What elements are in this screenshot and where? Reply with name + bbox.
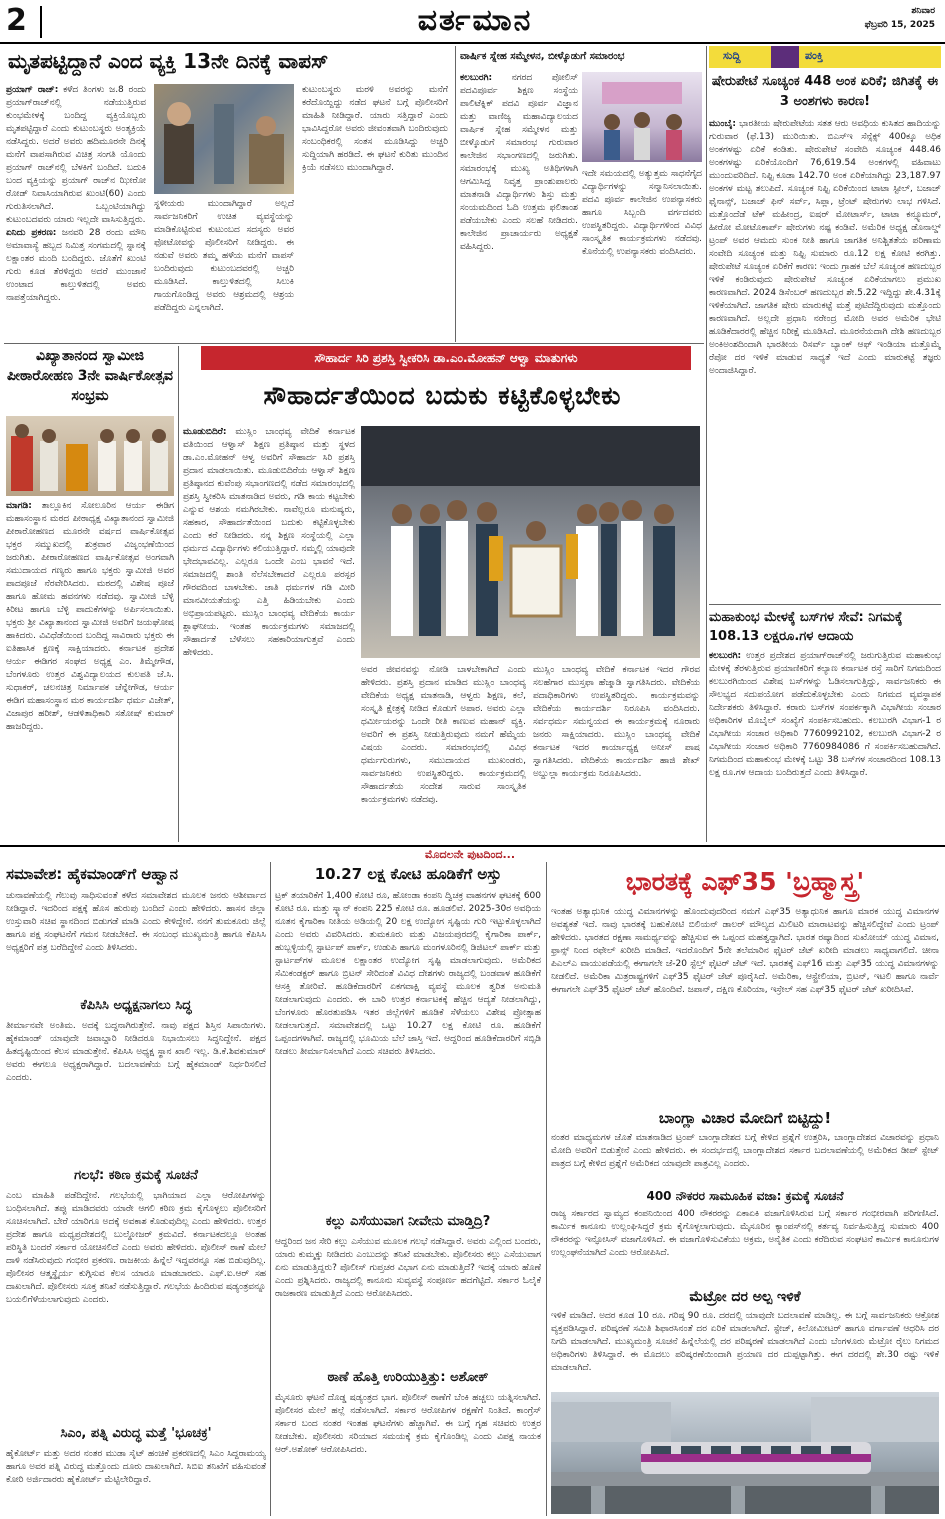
page-number: 2 xyxy=(6,3,27,38)
dateline: ಮೂಡುಬಿದಿರೆ: xyxy=(183,427,227,437)
news-photo xyxy=(154,84,294,194)
story-returned-man xyxy=(4,46,452,342)
dateline: ಕಲಬುರಗಿ: xyxy=(460,73,493,83)
continued-label: ಮೊದಲನೇ ಪುಟದಿಂದ... xyxy=(424,848,516,861)
issue-day: ಶನಿವಾರ xyxy=(911,6,935,16)
story-body: ಚುನಾವಣೆಯಲ್ಲಿ ಗೆಲುವು ಸಾಧಿಸುವಂತೆ ಕಳೆದ ಸಮಾವೇಶದ ಮೂಲಕ ಜನರು ಆಶೀರ್ವಾದ ನೀಡಿದ್ದಾರೆ. ಇದರಿಂದ ಪಕ್ಷಕ್ಕೆ ಹೊಸ ಹುರುಪು ಬಂದಿದೆ ಎಂದು ಹೇಳಿದರು. ಹಾಸನ ಜಿಲ್ಲಾ ಉಸ್ತುವಾರಿ ಸಚಿವ ಸ್ಥಾನದಿಂದ ಬಿಡುಗಡೆ ಮಾಡಿ ಎಂದು ಕೇಳಿದ್ದೇನೆ. ನನಗೆ ತುಮಕೂರು ಜಿಲ್ಲೆ ಹಾಗೂ ಪಕ್ಷ ಸಂಘಟನೆಗೆ ಗಮನ ನೀಡಬೇಕಿದೆ. ಈ ಸಂಬಂಧ ಮುಖ್ಯಮಂತ್ರಿ ಹಾಗೂ ಕೆಪಿಸಿಸಿ ಅಧ್ಯಕ್ಷರಿಗೆ ಪತ್ರ ಬರೆದಿದ್ದೇನೆ ಎಂದು ತಿಳಿಸಿದರು. xyxy=(6,891,266,953)
subheadline: ಸಿಎಂ, ಪತ್ನಿ ವಿರುದ್ಧ ಮತ್ತೆ 'ಭೂಚಕ್ರ' xyxy=(60,1426,212,1441)
subheadline: 400 ನೌಕರರ ಸಾಮೂಹಿಕ ವಜಾ: ಕ್ರಮಕ್ಕೆ ಸೂಚನೆ xyxy=(646,1189,844,1203)
subhead: ಏನಿದು ಪ್ರಕರಣ: xyxy=(6,228,57,238)
subheadline: ಬಾಂಗ್ಲಾ ವಿಚಾರ ಮೋದಿಗೆ ಬಿಟ್ಟಿದ್ದು! xyxy=(658,1109,832,1127)
story-f35 xyxy=(549,862,941,1516)
story-body: ಅವರ ಜೀವನವನ್ನು ನೋಡಿ ಬಾಳಬೇಕಾಗಿದೆ ಎಂದು ಹೇಳಿದರು. ಪ್ರಶಸ್ತಿ ಪ್ರದಾನ ಮಾಡಿದ ಮುಸ್ಲಿಂ ಬಾಂಧವ್ಯ ವೇದಿಕೆಯ ಅಧ್ಯಕ್ಷ ಮಾತನಾಡಿ, ಆಳ್ವರು ಶಿಕ್ಷಣ, ಕಲೆ, ಸಂಸ್ಕೃತಿ ಕ್ಷೇತ್ರಕ್ಕೆ ನೀಡಿದ ಕೊಡುಗೆ ಅಪಾರ. ಅವರು ಎಲ್ಲಾ ಧರ್ಮೀಯರನ್ನು ಒಂದೇ ರೀತಿ ಕಾಣುವ ಮಹಾನ್ ವ್ಯಕ್ತಿ. ಅವರಿಗೆ ಈ ಪ್ರಶಸ್ತಿ ನೀಡುತ್ತಿರುವುದು ನಮಗೆ ಹೆಮ್ಮೆಯ ವಿಷಯ ಎಂದರು. ಸಮಾರಂಭದಲ್ಲಿ ವಿವಿಧ ಧರ್ಮಗುರುಗಳು, ಸಮುದಾಯದ ಮುಖಂಡರು, ಸಾರ್ವಜನಿಕರು ಉಪಸ್ಥಿತರಿದ್ದರು. ಕಾರ್ಯಕ್ರಮದಲ್ಲಿ ಸೌಹಾರ್ದತೆಯ ಸಂದೇಶ ಸಾರುವ ಸಾಂಸ್ಕೃತಿಕ ಕಾರ್ಯಕ್ರಮಗಳು ನಡೆದವು. xyxy=(361,665,526,805)
story-body: ಉತ್ತರ ಪ್ರದೇಶದ ಪ್ರಯಾಗ್‌ರಾಜ್‌ನಲ್ಲಿ ಜರುಗುತ್ತಿರುವ ಮಹಾಕುಂಭ ಮೇಳಕ್ಕೆ ತೆರಳುತ್ತಿರುವ ಪ್ರಯಾಣಿಕರಿಗೆ ಕಲ್ಯಾಣ ಕರ್ನಾಟಕ ರಸ್ತೆ ಸಾರಿಗೆ ನಿಗಮದಿಂದ ಕಲಬುರಗಿಯಿಂದ ವಿಶೇಷ ಬಸ್‌ಗಳನ್ನು ಓಡಿಸಲಾಗುತ್ತಿದ್ದು, ಸಾರ್ವಜನಿಕರು ಈ ಸೌಲಭ್ಯದ ಸದುಪಯೋಗ ಪಡೆದುಕೊಳ್ಳಬೇಕು ಎಂದು ನಿಗಮದ ವ್ಯವಸ್ಥಾಪಕ ನಿರ್ದೇಶಕರು ತಿಳಿಸಿದ್ದಾರೆ. ಕರಾರು ಬಸ್‌ಗಳ ಸಂಪರ್ಕಕ್ಕಾಗಿ ವಿಭಾಗೀಯ ಸಂಚಾರ ಅಧಿಕಾರಿಗಳ ಮೊಬೈಲ್ ಸಂಖ್ಯೆಗೆ ಸಂಪರ್ಕಿಸಬಹುದು. ಕಲಬುರಗಿ ವಿಭಾಗ-1 ರ ವಿಭಾಗೀಯ ಸಂಚಾರ ಅಧಿಕಾರಿ 7760992102, ಕಲಬುರಗಿ ವಿಭಾಗ-2 ರ ವಿಭಾಗೀಯ ಸಂಚಾರ ಅಧಿಕಾರಿ 7760984086 ಗೆ ಸಂಪರ್ಕಿಸಬಹುದಾಗಿದೆ. ನಿಗಮದಿಂದ ಮಹಾಕುಂಭ ಮೇಳಕ್ಕೆ ಒಟ್ಟು 38 ಬಸ್‌ಗಳ ಸಂಚಾರದಿಂದ 108.13 ಲಕ್ಷ ರೂ.ಗಳ ಆದಾಯ ಬಂದಿರುತ್ತದೆ ಎಂದು ತಿಳಿಸಿದ್ದಾರೆ. xyxy=(709,651,941,778)
headline: ಮೃತಪಟ್ಟಿದ್ದಾನೆ ಎಂದ ವ್ಯಕ್ತಿ 13ನೇ ದಿನಕ್ಕೆ ವಾಪಸ್ xyxy=(8,49,329,73)
subheadline: ಠಾಣೆ ಹೊತ್ತಿ ಉರಿಯುತ್ತಿತ್ತು: ಅಶೋಕ್ xyxy=(327,1370,489,1385)
subheadline: ಕಲ್ಲು ಎಸೆಯುವಾಗ ನೀವೇನು ಮಾಡ್ತಿದ್ರಿ? xyxy=(325,1214,491,1229)
story-body: ಆದ್ದರಿಂದ ಜನ ಸೇರಿ ಕಲ್ಲು ಎಸೆಯುವ ಮೂಲಕ ಗಲಭೆ ನಡೆಸಿದ್ದಾರೆ. ಅವರು ಎಲ್ಲಿಂದ ಬಂದರು, ಯಾರು ಕುಮ್ಮಕ್ಕು ನೀಡಿದರು ಎಂಬುದನ್ನು ತನಿಖೆ ಮಾಡಬೇಕು. ಪೊಲೀಸರು ಕಲ್ಲು ಎಸೆಯುವಾಗ ಏನು ಮಾಡುತ್ತಿದ್ದರು? ಪೊಲೀಸ್ ಗುಪ್ತಚರ ವಿಭಾಗ ಏನು ಮಾಡುತ್ತಿದೆ? ಇದಕ್ಕೆ ಯಾರು ಹೊಣೆ ಎಂದು ಪ್ರಶ್ನಿಸಿದರು. ರಾಜ್ಯದಲ್ಲಿ ಕಾನೂನು ಸುವ್ಯವಸ್ಥೆ ಸಂಪೂರ್ಣ ಹದಗೆಟ್ಟಿದೆ. ಸರ್ಕಾರ ಓಲೈಕೆ ರಾಜಕಾರಣ ಮಾಡುತ್ತಿದೆ ಎಂದು ಆರೋಪಿಸಿದರು. xyxy=(275,1237,541,1299)
event-photo xyxy=(6,416,174,496)
story-body: ಮುಸ್ಲಿಂ ಬಾಂಧವ್ಯ ವೇದಿಕೆ ಕರ್ನಾಟಕ ಇದರ ಗೌರವ ಸಲಹೆಗಾರ ಮುಸ್ತಫಾ ಹೆಜ್ಮಾಡಿ ಸ್ವಾಗತಿಸಿದರು. ವೇದಿಕೆಯ ಪದಾಧಿಕಾರಿಗಳು ಉಪಸ್ಥಿತರಿದ್ದರು. ಕಾರ್ಯಕ್ರಮವನ್ನು ವೇದಿಕೆಯ ಕಾರ್ಯದರ್ಶಿ ನಿರೂಪಿಸಿ ವಂದಿಸಿದರು. ಸರ್ವಧರ್ಮ ಸಮನ್ವಯದ ಈ ಕಾರ್ಯಕ್ರಮಕ್ಕೆ ನೂರಾರು ಜನರು ಸಾಕ್ಷಿಯಾದರು. ಮುಸ್ಲಿಂ ಬಾಂಧವ್ಯ ವೇದಿಕೆ ಕರ್ನಾಟಕ ಇದರ ಕಾರ್ಯಾಧ್ಯಕ್ಷ ಅನೀಸ್ ಪಾಷ ಸ್ವಾಗತಿಸಿದರು. ವೇದಿಕೆಯ ಕಾರ್ಯದರ್ಶಿ ಹಾಜಿ ಶೇಖ್ ಅಬ್ದುಲ್ಲಾ ಕಾರ್ಯಕ್ರಮ ನಿರೂಪಿಸಿದರು. xyxy=(533,665,700,779)
section-tag: ಸುದ್ದಿ xyxy=(723,49,741,62)
story-body: ಇಳಿಕೆ ಮಾಡಿದೆ. ಅದರ ಕೂಡ 10 ರೂ. ಗರಿಷ್ಠ 90 ರೂ. ದರದಲ್ಲಿ ಯಾವುದೇ ಬದಲಾವಣೆ ಮಾಡಿಲ್ಲ. ಈ ಬಗ್ಗೆ ಸಾರ್ವಜನಿಕರು ಆಕ್ರೋಶ ವ್ಯಕ್ತಪಡಿಸಿದ್ದಾರೆ. ಪರಿಷ್ಕರಣೆ ಸಮಿತಿ ಶಿಫಾರಸಿನಂತೆ ದರ ಏರಿಕೆ ಮಾಡಲಾಗಿದೆ. ಸ್ಟೇಜ್, ಕಿಲೋಮೀಟರ್ ಹಾಗೂ ವರ್ಗಾವಣೆ ಆಧರಿಸಿ ದರ ನಿಗದಿ ಮಾಡಲಾಗಿದೆ. ಮುಖ್ಯಮಂತ್ರಿ ಸೂಚನೆ ಹಿನ್ನೆಲೆಯಲ್ಲಿ ದರ ಪರಿಷ್ಕರಣೆ ಮಾಡಲಾಗಿದೆ ಎಂದು ಬೆಂಗಳೂರು ಮೆಟ್ರೋ ರೈಲು ನಿಗಮದ ಅಧಿಕಾರಿಗಳು ತಿಳಿಸಿದ್ದಾರೆ. ಈ ಮೊದಲು ಪರಿಷ್ಕರಣೆಯಿಂದಾಗಿ ಪ್ರಯಾಣ ದರ ದುಪ್ಪಟ್ಟಾಗಿತ್ತು. ಈಗ ದರದಲ್ಲಿ ಶೇ.30 ರಷ್ಟು ಇಳಿಕೆ ಮಾಡಲಾಗಿದೆ. xyxy=(551,1311,939,1373)
event-photo xyxy=(582,72,702,162)
story-body: ಹೈಕೋರ್ಟ್ ಮತ್ತು ಅದರ ನಂತರ ಮುಡಾ ಸೈಟ್ ಹಂಚಿಕೆ ಪ್ರಕರಣದಲ್ಲಿ ಸಿಎಂ ಸಿದ್ದರಾಮಯ್ಯ ಹಾಗೂ ಅವರ ಪತ್ನಿ ವಿರುದ್ಧ ಮತ್ತೊಂದು ದೂರು ದಾಖಲಾಗಿದೆ. ಸಿಬಿಐ ತನಿಖೆಗೆ ವಹಿಸುವಂತೆ ಕೋರಿ ಅರ್ಜಿದಾರರು ಹೈಕೋರ್ಟ್ ಮೆಟ್ಟಿಲೇರಿದ್ದಾರೆ. xyxy=(6,1449,266,1485)
subheadline: ಮೆಟ್ರೋ ದರ ಅಲ್ಪ ಇಳಿಕೆ xyxy=(689,1289,801,1305)
story-body: ಸ್ಥಳೀಯರು ಮುಂದಾಗಿದ್ದಾರೆ ಅಲ್ಲದೆ ಸಾರ್ವಜನಿಕರಿಗೆ ಉಚಿತ ವ್ಯವಸ್ಥೆಯನ್ನು ಮಾಡಿಕೊಟ್ಟಿರುವ ಕುಟುಂಬದ ಸದಸ್ಯರು ಅವರ ಫೋಟೋವನ್ನು ಪೊಲೀಸರಿಗೆ ನೀಡಿದ್ದರು. ಈ ನಡುವೆ ಅವರು ತಮ್ಮ ಹಳೆಯ ಮನೆಗೆ ವಾಪಸ್ ಬಂದಿರುವುದು ಕುಟುಂಬದವರಲ್ಲಿ ಅಚ್ಚರಿ ಮೂಡಿಸಿದೆ. ಕಾಲ್ತುಳಿತದಲ್ಲಿ ಸಿಲುಕಿ ಗಾಯಗೊಂಡಿದ್ದ ಅವರು ಆಶ್ರಮದಲ್ಲಿ ಆಶ್ರಯ ಪಡೆದಿದ್ದರು ಎನ್ನಲಾಗಿದೆ. xyxy=(154,199,294,313)
headline: 10.27 ಲಕ್ಷ ಕೋಟಿ ಹೂಡಿಕೆಗೆ ಅಸ್ತು xyxy=(314,865,502,883)
sidebar-column xyxy=(709,46,941,842)
award-photo xyxy=(361,426,700,658)
story-annual-meet xyxy=(458,46,704,342)
headline: ವಾರ್ಷಿಕ ಸ್ನೇಹ ಸಮ್ಮೇಳನ, ಬೀಳ್ಕೊಡುಗೆ ಸಮಾರಂಭ xyxy=(460,51,625,62)
issue-date: ಫೆಬ್ರವರಿ 15, 2025 xyxy=(864,20,935,30)
masthead xyxy=(0,0,945,44)
story-conference xyxy=(4,862,268,1516)
kicker-banner: ಸೌಹಾರ್ದ ಸಿರಿ ಪ್ರಶಸ್ತಿ ಸ್ವೀಕರಿಸಿ ಡಾ.ಎಂ.ಮೋಹನ್ ಆಳ್ವಾ ಮಾತುಗಳು xyxy=(314,351,578,365)
metro-photo xyxy=(551,1392,939,1514)
story-swamiji xyxy=(4,346,176,842)
newspaper-logo: ವರ್ತಮಾನ xyxy=(417,3,533,38)
story-body: ಕುಟುಂಬಸ್ಥರು ಮರಳಿ ಅವರನ್ನು ಮನೆಗೆ ಕರೆದೊಯ್ದಿದ್ದು ನಡೆದ ಘಟನೆ ಬಗ್ಗೆ ಪೊಲೀಸರಿಗೆ ಮಾಹಿತಿ ನೀಡಿದ್ದಾರೆ. ಯಾರು ಸತ್ತಿದ್ದಾರೆ ಎಂದು ಭಾವಿಸಿದ್ದರೋ ಅವರು ಜೀವಂತವಾಗಿ ಬಂದಿರುವುದು ಸಂಬಂಧಿಕರಲ್ಲಿ ಸಂತಸ ಮೂಡಿಸಿದ್ದು ಅಚ್ಚರಿ ಸುದ್ದಿಯಾಗಿ ಹರಡಿದೆ. ಈ ಘಟನೆ ಕುರಿತು ಮುಂದಿನ ಕ್ರಿಯೆ ನಡೆಸಲು ಮುಂದಾಗಿದ್ದಾರೆ. xyxy=(302,85,448,173)
story-body: ಇದೇ ಸಮಯದಲ್ಲಿ ಅತ್ಯುತ್ತಮ ಸಾಧನೆಗೈದ ವಿದ್ಯಾರ್ಥಿಗಳನ್ನು ಸನ್ಮಾನಿಸಲಾಯಿತು. ಪದವಿ ಪೂರ್ವ ಕಾಲೇಜಿನ ಉಪನ್ಯಾಸಕರು ಹಾಗೂ ಸಿಬ್ಬಂದಿ ವರ್ಗದವರು ಉಪಸ್ಥಿತರಿದ್ದರು. ವಿದ್ಯಾರ್ಥಿಗಳಿಂದ ವಿವಿಧ ಸಾಂಸ್ಕೃತಿಕ ಕಾರ್ಯಕ್ರಮಗಳು ನಡೆದವು. ಕೊನೆಯಲ್ಲಿ ಉಪನ್ಯಾಸಕರು ವಂದಿಸಿದರು. xyxy=(582,169,702,257)
story-body: ರಾಜ್ಯ ಸರ್ಕಾರದ ಸ್ವಾಮ್ಯದ ಕಂಪನಿಯಿಂದ 400 ನೌಕರರನ್ನು ಏಕಾಏಕಿ ವಜಾಗೊಳಿಸಿರುವ ಬಗ್ಗೆ ಸರ್ಕಾರ ಗಂಭೀರವಾಗಿ ಪರಿಗಣಿಸಿದೆ. ಕಾರ್ಮಿಕ ಕಾನೂನು ಉಲ್ಲಂಘಿಸಿದ್ದರೆ ಕ್ರಮ ಕೈಗೊಳ್ಳಲಾಗುವುದು. ಮೈಸೂರಿನ ಕ್ಯಾಂಪಸ್‌ನಲ್ಲಿ ಕರ್ತವ್ಯ ನಿರ್ವಹಿಸುತ್ತಿದ್ದ ಸುಮಾರು 400 ನೌಕರರನ್ನು ಇನ್ಫೋಸಿಸ್ ವಜಾಗೊಳಿಸಿದೆ. ಈ ವಜಾಗೊಳಿಸುವಿಕೆಯು ಅಕ್ರಮ, ಅನೈತಿಕ ಎಂದು ಕರೆದಿರುವ ಸಂಘಟನೆ ಕಾರ್ಮಿಕ ಕಾನೂನುಗಳ ಉಲ್ಲಂಘನೆಯಾಗಿದೆ ಎಂದು ಆರೋಪಿಸಿದೆ. xyxy=(551,1209,939,1258)
story-body: ಭಾರತೀಯ ಷೇರುಪೇಟೆಯ ಸತತ ಆರು ಅವಧಿಯ ಕುಸಿತದ ಹಾದಿಯನ್ನು ಗುರುವಾರ (ಫೆ.13) ಮುರಿಯಿತು. ಬಿಎಸ್‌ಇ ಸೆನ್ಸೆಕ್ಸ್ 400ಕ್ಕೂ ಅಧಿಕ ಅಂಕಗಳಷ್ಟು ಏರಿಕೆ ಕಂಡಿತು. ಷೇರುಪೇಟೆ ಸಂವೇದಿ ಸೂಚ್ಯಂಕ 448.46 ಅಂಕಗಳಷ್ಟು ಏರಿಕೆಯೊಂದಿಗೆ 76,619.54 ಅಂಕಗಳಲ್ಲಿ ವಹಿವಾಟು ಮುಂದುವರಿದಿದೆ. ನಿಫ್ಟಿ ಕೂಡಾ 142.70 ಅಂಕ ಏರಿಕೆಯಾಗಿದ್ದು 23,187.97 ಅಂಕಗಳ ಮಟ್ಟ ತಲುಪಿದೆ. ಸೂಚ್ಯಂಕ ನಿಫ್ಟಿ ಏರಿಕೆಯಿಂದ ಟಾಟಾ ಸ್ಟೀಲ್, ಬಜಾಜ್ ಫೈನಾನ್ಸ್, ಬಜಾಜ್ ಫಿನ್ ಸರ್ವ್, ಸಿಪ್ಲಾ, ಟ್ರೆಂಟ್ ಷೇರುಗಳು ಲಾಭ ಗಳಿಸಿದೆ. ಮತ್ತೊಂದೆಡೆ ಟೆಕ್ ಮಹೀಂದ್ರ, ಐಷರ್ ಮೋಟಾರ್ಸ್, ಟಾಟಾ ಕನ್ಸ್ಯೂಮರ್, ಹೀರೋ ಮೋಟೊಕಾರ್ಪ್ ಷೇರುಗಳು ನಷ್ಟ ಕಂಡಿವೆ. ಅಮೆರಿಕ ಅಧ್ಯಕ್ಷ ಡೊನಾಲ್ಡ್ ಟ್ರಂಪ್ ಅವರ ಆಮದು ಸುಂಕ ನೀತಿ ಹಾಗೂ ಜಾಗತಿಕ ಅನಿಶ್ಚಿತತೆಯ ಪರಿಣಾಮ ಸಂವೇದಿ ಸೂಚ್ಯಂಕ ಮತ್ತು ನಿಫ್ಟಿ ಸುಮಾರು ರೂ.12 ಲಕ್ಷ ಕೋಟಿ ಕರಗಿತ್ತು. ಷೇರುಪೇಟೆ ಸೂಚ್ಯಂಕ ಏರಿಕೆಗೆ ಕಾರಣ: ಇಂದು ಗ್ರಾಹಕ ಬೆಲೆ ಸೂಚ್ಯಂಕ ಹಣದುಬ್ಬರ ಇಳಿಕೆ ಕಂಡಿರುವುದು ಷೇರುಪೇಟೆ ಸೂಚ್ಯಂಕ ಏರಿಕೆಯಾಗಲು ಪ್ರಮುಖ ಕಾರಣವಾಗಿದೆ. 2024 ಡಿಸೆಂಬರ್ ಹಣದುಬ್ಬರ ಶೇ.5.22 ಇದ್ದಿದ್ದು ಶೇ.4.31ಕ್ಕೆ ಇಳಿಕೆಯಾಗಿದೆ. ಜಾಗತಿಕ ಷೇರು ಮಾರುಕಟ್ಟೆ ಮತ್ತೆ ಪುಟಿದೆದ್ದಿರುವುದು ಮತ್ತೊಂದು ಕಾರಣವಾಗಿದೆ. ಅಲ್ಲದೇ ಪ್ರಧಾನಿ ನರೇಂದ್ರ ಮೋದಿ ಅವರ ಅಮೆರಿಕ ಭೇಟಿ ಹೂಡಿಕೆದಾರರಲ್ಲಿ ಹೆಚ್ಚಿನ ನಿರೀಕ್ಷೆ ಮೂಡಿಸಿದೆ. ಮೂರನೆಯದಾಗಿ ದೇಶಿ ಹಣದುಬ್ಬರ ಅಂಕಿಅಂಶದಿಂದಾಗಿ ಭಾರತೀಯ ರಿಸರ್ವ್ ಬ್ಯಾಂಕ್ ಆಫ್ ಇಂಡಿಯಾ ಮತ್ತೊಮ್ಮೆ ರೆಪೋ ದರ ಇಳಿಕೆ ಮಾಡುವ ಸಾಧ್ಯತೆ ಇದೆ ಎಂದು ಮಾರುಕಟ್ಟೆ ತಜ್ಞರು ಅಂದಾಜಿಸಿದ್ದಾರೆ. xyxy=(709,119,941,376)
story-body: ತಾಲ್ಲೂಕಿನ ಸೋಲೂರಿನ ಆರ್ಯ ಈಡಿಗ ಮಹಾಸಂಸ್ಥಾನ ಮಠದ ಪೀಠಾಧ್ಯಕ್ಷ ವಿಖ್ಯಾತಾನಂದ ಸ್ವಾಮೀಜಿ ಪೀಠಾರೋಹಣದ ಮೂರನೇ ವರ್ಷದ ವಾರ್ಷಿಕೋತ್ಸವ ಭಕ್ತರ ಸಮ್ಮುಖದಲ್ಲಿ ಶುಕ್ರವಾರ ವಿಜೃಂಭಣೆಯಿಂದ ಜರುಗಿತು. ಪೀಠಾರೋಹಣದ ವಾರ್ಷಿಕೋತ್ಸವ ಅಂಗವಾಗಿ ಸಮುದಾಯದ ಗಣ್ಯರು ಹಾಗೂ ಭಕ್ತರು ಸ್ವಾಮೀಜಿ ಅವರ ಪಾದಪೂಜೆ ನೆರವೇರಿಸಿದರು. ಮಠದಲ್ಲಿ ವಿಶೇಷ ಪೂಜೆ ಹಾಗೂ ಹೋಮ ಹವನಗಳು ನಡೆದವು. ಸ್ವಾಮೀಜಿ ಬೆಳ್ಳಿ ಕಿರೀಟ ಹಾಗೂ ಬೆಳ್ಳಿ ಪಾದುಕೆಗಳನ್ನು ಅರ್ಪಿಸಲಾಯಿತು. ಭಕ್ತರು ಶ್ರೀ ವಿಖ್ಯಾತಾನಂದ ಸ್ವಾಮೀಜಿ ಅವರಿಗೆ ಜಯಘೋಷ ಹಾಕಿದರು. ವಿವಿಧೆಡೆಯಿಂದ ಬಂದಿದ್ದ ಸಾವಿರಾರು ಭಕ್ತರು ಈ ಐತಿಹಾಸಿಕ ಕ್ಷಣಕ್ಕೆ ಸಾಕ್ಷಿಯಾದರು. ಕರ್ನಾಟಕ ಪ್ರದೇಶ ಆರ್ಯ ಈಡಿಗರ ಸಂಘದ ಅಧ್ಯಕ್ಷ ಎಂ. ತಿಮ್ಮೇಗೌಡ, ಬೆಂಗಳೂರು ಉತ್ತರ ವಿಶ್ವವಿದ್ಯಾಲಯದ ಕುಲಪತಿ ಜೆ.ಸಿ. ಸುಧಾಕರ್, ಚಲನಚಿತ್ರ ನಿರ್ಮಾಪಕ ಚೆನ್ನೇಗೌಡ, ಆರ್ಯ ಈಡಿಗ ಮಹಾಸಂಸ್ಥಾನ ಮಠ ಕಾರ್ಯದರ್ಶಿ ಧರ್ಮ ವಿಜೇತ್, ವಿಜಾಪುರ ಹರೀಶ್, ಆಡಳಿತಾಧಿಕಾರಿ ಸತೋಷ್ ಕುಮಾರ್ ಹಾಜರಿದ್ದರು. xyxy=(6,501,174,732)
dateline: ಮುಂಬೈ: xyxy=(709,119,737,129)
story-body: ಕಳೆದ ತಿಂಗಳು ಜ.8 ರಂದು ಪ್ರಯಾಗ್‌ರಾಜ್‌ನಲ್ಲಿ ನಡೆಯುತ್ತಿರುವ ಕುಂಭಮೇಳಕ್ಕೆ ಬಂದಿದ್ದ ವ್ಯಕ್ತಿಯೊಬ್ಬರು ಮೃತಪಟ್ಟಿದ್ದಾರೆ ಎಂದು ಕುಟುಂಬಸ್ಥರು ಅಂತ್ಯಕ್ರಿಯೆ ನಡೆಸಿದ್ದರು. ಅದರೆ ಅವರು ಹದಿಮೂರನೇ ದಿನಕ್ಕೆ ಮನೆಗೆ ವಾಪಸಾಗಿರುವ ವಿಚಿತ್ರ ಸಂಗತಿ ಯೊಂದು ಪ್ರಯಾಗ್ ರಾಜ್‌ನಲ್ಲಿ ಬೆಳಕಿಗೆ ಬಂದಿದೆ. ಬದುಕಿ ಬಂದ ವ್ಯಕ್ತಿಯನ್ನು ಪ್ರಯಾಗ್ ರಾಜ್‌ನ ಝೀರೋ ರೋಡ್ ನಿವಾಸಿಯಾಗಿರುವ ಖುಂಟಿ(60) ಎಂದು ಗುರುತಿಸಲಾಗಿದೆ. ಒಬ್ಬಂಟಿಯಾಗಿದ್ದು ಕುಟುಂಬದವರು ಯಾರು ಇಲ್ಲದೇ ವಾಸಿಸುತ್ತಿದ್ದರು. xyxy=(6,85,146,225)
story-body: ಇಂತಹ ಅತ್ಯಾಧುನಿಕ ಯುದ್ಧ ವಿಮಾನಗಳನ್ನು ಹೊಂದುವುದರಿಂದ ನಮಗೆ ಎಫ್35 ಅತ್ಯಾಧುನಿಕ ಹಾಗೂ ಮಾರಕ ಯುದ್ಧ ವಿಮಾನಗಳ ಅವಶ್ಯಕತೆ ಇದೆ. ನಾವು ಭಾರತಕ್ಕೆ ಬಹುಕೋಟಿ ಬಿಲಿಯನ್ ಡಾಲರ್ ಮೌಲ್ಯದ ಮಿಲಿಟರಿ ಮಾರಾಟವನ್ನು ಹೆಚ್ಚಿಸಲಿದ್ದೇವೆ ಎಂದು ಟ್ರಂಪ್ ಹೇಳಿದರು. ಭಾರತದ ರಕ್ಷಣಾ ಸಾಮರ್ಥ್ಯವನ್ನು ಹೆಚ್ಚಿಸುವ ಈ ಒಪ್ಪಂದ ಮಹತ್ವದ್ದಾಗಿದೆ. ಭಾರತ ರಷ್ಯಾದಿಂದ ಸುಖೋಯ್ ಯುದ್ಧ ವಿಮಾನ, ಫ್ರಾನ್ಸ್ ನಿಂದ ರಫೇಲ್ ಖರೀದಿ ಮಾಡಿದೆ. ಇದರೊಂದಿಗೆ 5ನೇ ತಲೆಮಾರಿನ ಫೈಟರ್ ಜೆಟ್ ಖರೀದಿ ಮಾಡಲು ಸಾಧ್ಯವಾಗಲಿದೆ. ಚೀನಾ ಪಿಎಲ್‌ಎ ವಾಯುಪಡೆಯಲ್ಲಿ ಈಗಾಗಲೇ ಜೆ-20 ಸ್ಟೆಲ್ತ್ ಫೈಟರ್ ಜೆಟ್ ಇದೆ. ಭಾರತಕ್ಕೆ ಎಫ್‌16 ಮತ್ತು ಎಫ್‌35 ಯುದ್ಧ ವಿಮಾನಗಳನ್ನು ನೀಡಲಿದೆ. ಅಮೆರಿಕಾ ಮಿತ್ರರಾಷ್ಟ್ರಗಳಿಗೆ ಎಫ್35 ಫೈಟರ್ ಜೆಟ್ ಪೂರೈಸಿದೆ. ಅಮೆರಿಕಾ, ಆಸ್ಟ್ರೇಲಿಯಾ, ಬ್ರಿಟನ್, ಇಟಲಿ ಹಾಗೂ ನಾರ್ವೆ ಈಗಾಗಲೇ ಎಫ್35 ಫೈಟರ್ ಜೆಟ್ ಹೊಂದಿವೆ. ಜಪಾನ್, ದಕ್ಷಿಣ ಕೊರಿಯಾ, ಇಸ್ರೇಲ್ ಸಹ ಎಫ್35 ಫೈಟರ್ ಜೆಟ್ ಖರೀದಿಸಿವೆ. xyxy=(551,907,939,995)
headline: ಸೌಹಾರ್ದತೆಯಿಂದ ಬದುಕು ಕಟ್ಟಿಕೊಳ್ಳಬೇಕು xyxy=(263,381,622,410)
dateline: ಮಾಗಡಿ: xyxy=(6,501,32,511)
story-body: ಎಂಬ ಮಾಹಿತಿ ಪಡೆದಿದ್ದೇನೆ. ಗಲಭೆಯಲ್ಲಿ ಭಾಗಿಯಾದ ಎಲ್ಲಾ ಆರೋಪಿಗಳನ್ನು ಬಂಧಿಸಲಾಗಿದೆ. ತಪ್ಪು ಮಾಡಿದವರು ಯಾರೇ ಆಗಲಿ ಕಠಿಣ ಕ್ರಮ ಕೈಗೊಳ್ಳಲು ಪೊಲೀಸರಿಗೆ ಸೂಚಿಸಲಾಗಿದೆ. ಬೇರೆ ಯಾರಿಗೂ ಅದಕ್ಕೆ ಅವಕಾಶ ಕೊಡುವುದಿಲ್ಲ ಎಂದು ಹೇಳಿದರು. ಉತ್ತರ ಪ್ರದೇಶ ಹಾಗೂ ಮಧ್ಯಪ್ರದೇಶದಲ್ಲಿ ಬುಲ್ಡೋಜರ್ ಕ್ರಮವಿದೆ. ಕರ್ನಾಟಕದಲ್ಲೂ ಅಂತಹ ಪರಿಸ್ಥಿತಿ ಬಂದರೆ ಸರ್ಕಾರ ಯೋಚಿಸಲಿದೆ ಎಂದು ಅವರು ಹೇಳಿದರು. ಪೊಲೀಸ್ ಠಾಣೆ ಮೇಲೆ ದಾಳಿ ನಡೆಸಿರುವುದು ಗಂಭೀರ ಪ್ರಕರಣ. ರಾಜಕೀಯ ಹಿನ್ನೆಲೆ ಇದ್ದವರನ್ನೂ ಸಹ ಬಿಡುವುದಿಲ್ಲ. ಪೊಲೀಸರ ಆತ್ಮಸ್ಥೈರ್ಯ ಕುಗ್ಗಿಸುವ ಕೆಲಸ ಯಾರೂ ಮಾಡಬಾರದು. ಎಫ್.ಐ.ಆರ್ ಸಹ ದಾಖಲಾಗಿದೆ. ಪೊಲೀಸರು ಸೂಕ್ತ ತನಿಖೆ ನಡೆಸುತ್ತಿದ್ದಾರೆ. ಗಲಭೆಯ ಹಿಂದಿರುವ ಷಡ್ಯಂತ್ರವನ್ನೂ ಬಯಲಿಗೆಳೆಯಲಾಗುವುದು ಎಂದರು. xyxy=(6,1191,266,1305)
dateline: ಕಲಬುರಗಿ: xyxy=(709,651,742,661)
story-body: ಜನವರಿ 28 ರಂದು ಮೌನಿ ಅಮಾವಾಸ್ಯೆ ಹಬ್ಬದ ನಿಮಿತ್ತ ಸಂಗಮದಲ್ಲಿ ಸ್ನಾನಕ್ಕೆ ಲಕ್ಷಾಂತರ ಮಂದಿ ಬಂದಿದ್ದರು. ಜೊತೆಗೆ ಖುಂಟಿ ಗುರು ಕೂಡ ತೆರಳಿದ್ದರು ಅದರೆ ಮುಂಜಾನೆ ಉಂಟಾದ ಕಾಲ್ತುಳಿತದಲ್ಲಿ ಅವರು ನಾಪತ್ತೆಯಾಗಿದ್ದರು. xyxy=(6,228,146,303)
headline: ಮಹಾಕುಂಭ ಮೇಳಕ್ಕೆ ಬಸ್‌ಗಳ ಸೇವೆ: ನಿಗಮಕ್ಕೆ 108.13 ಲಕ್ಷರೂ.ಗಳ ಆದಾಯ xyxy=(709,610,903,644)
story-body: ನಗರದ ಪೋಲಿಸ್ ಪದವಿಪೂರ್ವ ಶಿಕ್ಷಣ ಸಂಸ್ಥೆಯ ಪಾಲಿಟೆಕ್ನಿಕ್ ಪದವಿ ಪೂರ್ವ ವಿಜ್ಞಾನ ಮತ್ತು ವಾಣಿಜ್ಯ ಮಹಾವಿದ್ಯಾಲಯದ ವಾರ್ಷಿಕ ಸ್ನೇಹ ಸಮ್ಮೇಳನ ಮತ್ತು ಬೀಳ್ಕೊಡುಗೆ ಸಮಾರಂಭ ಗುರುವಾರ ಕಾಲೇಜಿನ ಸಭಾಂಗಣದಲ್ಲಿ ಜರುಗಿತು. ಸಮಾರಂಭಕ್ಕೆ ಮುಖ್ಯ ಅತಿಥಿಗಳಾಗಿ ಆಗಮಿಸಿದ್ದ ನಿವೃತ್ತ ಪ್ರಾಂಶುಪಾಲರು ಮಾತನಾಡಿ ವಿದ್ಯಾರ್ಥಿಗಳು ಶಿಸ್ತು ಮತ್ತು ಸಂಯಮದಿಂದ ಓದಿ ಉತ್ತಮ ಫಲಿತಾಂಶ ಪಡೆಯಬೇಕು ಎಂದು ಸಲಹೆ ನೀಡಿದರು. ಕಾಲೇಜಿನ ಪ್ರಾಚಾರ್ಯರು ಅಧ್ಯಕ್ಷತೆ ವಹಿಸಿದ್ದರು. xyxy=(460,73,578,252)
story-body: ಮೈಸೂರು ಘಟನೆ ದೊಡ್ಡ ಷಡ್ಯಂತ್ರದ ಭಾಗ. ಪೊಲೀಸ್ ಠಾಣೆಗೆ ಬೆಂಕಿ ಹಚ್ಚಲು ಯತ್ನಿಸಲಾಗಿದೆ. ಪೊಲೀಸರ ಮೇಲೆ ಹಲ್ಲೆ ನಡೆಸಲಾಗಿದೆ. ಸರ್ಕಾರ ಆರೋಪಿಗಳ ರಕ್ಷಣೆಗೆ ನಿಂತಿದೆ. ಕಾಂಗ್ರೆಸ್ ಸರ್ಕಾರ ಬಂದ ನಂತರ ಇಂತಹ ಘಟನೆಗಳು ಹೆಚ್ಚಾಗಿವೆ. ಈ ಬಗ್ಗೆ ಗೃಹ ಸಚಿವರು ಉತ್ತರ ನೀಡಬೇಕು. ಪೊಲೀಸರು ಸರಿಯಾದ ಸಮಯಕ್ಕೆ ಕ್ರಮ ಕೈಗೊಂಡಿಲ್ಲ ಎಂದು ವಿಪಕ್ಷ ನಾಯಕ ಆರ್.ಅಶೋಕ್ ಆರೋಪಿಸಿದರು. xyxy=(275,1393,541,1455)
story-investment xyxy=(273,862,543,1516)
dateline: ಪ್ರಯಾಗ್ ರಾಜ್: xyxy=(6,85,59,95)
story-body: ನಂತರ ಮಾಧ್ಯಮಗಳ ಜೊತೆ ಮಾತನಾಡಿದ ಟ್ರಂಪ್ ಬಾಂಗ್ಲಾದೇಶದ ಬಗ್ಗೆ ಕೇಳಿದ ಪ್ರಶ್ನೆಗೆ ಉತ್ತರಿಸಿ, ಬಾಂಗ್ಲಾದೇಶದ ವಿಚಾರವನ್ನು ಪ್ರಧಾನಿ ಮೋದಿ ಅವರಿಗೆ ಬಿಡುತ್ತೇನೆ ಎಂದು ಹೇಳಿದರು. ಈ ಸಂದರ್ಭದಲ್ಲಿ ಬಾಂಗ್ಲಾದೇಶದ ಸರ್ಕಾರ ಬದಲಾವಣೆಯಲ್ಲಿ ಅಮೆರಿಕದ ಡೀಪ್ ಸ್ಟೇಟ್ ಪಾತ್ರದ ಬಗ್ಗೆ ಕೇಳಿದ ಪ್ರಶ್ನೆಗೆ ಅಮೆರಿಕದ ಯಾವುದೇ ಪಾತ್ರವಿಲ್ಲ ಎಂದರು. xyxy=(551,1133,939,1169)
subheadline: ಕೆಪಿಸಿಸಿ ಅಧ್ಯಕ್ಷನಾಗಲು ಸಿದ್ಧ xyxy=(80,998,192,1013)
headline: ಸಮಾವೇಶ: ಹೈಕಮಾಂಡ್‌ಗೆ ಆಹ್ವಾನ xyxy=(6,865,178,883)
headline: ಷೇರುಪೇಟೆ ಸೂಚ್ಯಂಕ 448 ಅಂಕ ಏರಿಕೆ; ಜಿಗಿತಕ್ಕೆ ಈ 3 ಅಂಶಗಳು ಕಾರಣ! xyxy=(711,74,939,109)
section-tag: ಪಂಕ್ತಿ xyxy=(805,49,824,62)
story-body: ತೀರ್ಮಾನವೇ ಅಂತಿಮ. ಅದಕ್ಕೆ ಬದ್ಧನಾಗಿರುತ್ತೇನೆ. ನಾವು ಪಕ್ಷದ ಶಿಸ್ತಿನ ಸಿಪಾಯಿಗಳು. ಹೈಕಮಾಂಡ್ ಯಾವುದೇ ಜವಾಬ್ದಾರಿ ನೀಡಿದರೂ ನಿಭಾಯಿಸಲು ಸಿದ್ಧನಿದ್ದೇನೆ. ಪಕ್ಷದ ಹಿತದೃಷ್ಟಿಯಿಂದ ಕೆಲಸ ಮಾಡುತ್ತೇನೆ. ಕೆಪಿಸಿಸಿ ಅಧ್ಯಕ್ಷ ಸ್ಥಾನ ಖಾಲಿ ಇಲ್ಲ. ಡಿ.ಕೆ.ಶಿವಕುಮಾರ್ ಅವರು ಈಗಲೂ ಅಧ್ಯಕ್ಷರಾಗಿದ್ದಾರೆ. ಬದಲಾವಣೆಯ ಬಗ್ಗೆ ಹೈಕಮಾಂಡ್ ನಿರ್ಧರಿಸಲಿದೆ ಎಂದರು. xyxy=(6,1021,266,1083)
story-body: ಟ್ರಕ್ ತಯಾರಿಕೆಗೆ 1,400 ಕೋಟಿ ರೂ, ಹೋಂಡಾ ಕಂಪನಿ ದ್ವಿಚಕ್ರ ವಾಹನಗಳ ಘಟಕಕ್ಕೆ 600 ಕೋಟಿ ರೂ. ಮತ್ತು ಸ್ಕ್ಯಾನ್ ಕಂಪನಿ 225 ಕೋಟಿ ರೂ. ಹೂಡಲಿವೆ. 2025-30ರ ಅವಧಿಯ ನೂತನ ಕೈಗಾರಿಕಾ ನೀತಿಯ ಅಡಿಯಲ್ಲಿ 20 ಲಕ್ಷ ಉದ್ಯೋಗ ಸೃಷ್ಟಿಯ ಗುರಿ ಇಟ್ಟುಕೊಳ್ಳಲಾಗಿದೆ ಎಂದು ಅವರು ವಿವರಿಸಿದರು. ತುಮಕೂರು ಮತ್ತು ವಿಜಯಪುರದಲ್ಲಿ ಕೈಗಾರಿಕಾ ಪಾರ್ಕ್, ಹುಬ್ಬಳ್ಳಿಯಲ್ಲಿ ಸ್ಟಾರ್ಟಪ್ ಪಾರ್ಕ್, ಉಡುಪಿ ಹಾಗೂ ಮಂಗಳೂರಿನಲ್ಲಿ ಡಿಜಿಟಲ್ ಪಾರ್ಕ್ ಮತ್ತು ಸ್ಟಾರ್ಟಪ್‌ಗಳ ಮೂಲಕ ಲಕ್ಷಾಂತರ ಉದ್ಯೋಗ ಸೃಷ್ಟಿ ಮಾಡಲಾಗುವುದು. ಅಮೆರಿಕದ ಸೆಮಿಕಂಡಕ್ಟರ್ ಹಾಗೂ ಬ್ರಿಟನ್ ಸೇರಿದಂತೆ ವಿವಿಧ ದೇಶಗಳು ರಾಜ್ಯದಲ್ಲಿ ಬಂಡವಾಳ ಹೂಡಿಕೆಗೆ ಆಸಕ್ತಿ ತೋರಿವೆ. ಹೂಡಿಕೆದಾರರಿಗೆ ಏಕಗವಾಕ್ಷಿ ವ್ಯವಸ್ಥೆ ಮೂಲಕ ತ್ವರಿತ ಅನುಮತಿ ನೀಡಲಾಗುವುದು ಎಂದರು. ಈ ಬಾರಿ ಉತ್ತರ ಕರ್ನಾಟಕಕ್ಕೆ ಹೆಚ್ಚಿನ ಆದ್ಯತೆ ನೀಡಲಾಗಿದ್ದು, ಬೆಂಗಳೂರು ಹೊರತುಪಡಿಸಿ ಇತರ ಜಿಲ್ಲೆಗಳಿಗೆ ಹೂಡಿಕೆ ಸೆಳೆಯಲು ವಿಶೇಷ ಪ್ರೋತ್ಸಾಹ ನೀಡಲಾಗುತ್ತದೆ. ಸಮಾವೇಶದಲ್ಲಿ ಒಟ್ಟು 10.27 ಲಕ್ಷ ಕೋಟಿ ರೂ. ಹೂಡಿಕೆಗೆ ಒಪ್ಪಂದಗಳಾಗಿವೆ. ರಾಜ್ಯದಲ್ಲಿ ಭೂಮಿಯ ಬೆಲೆ ಜಾಸ್ತಿ ಇದೆ. ಆದ್ದರಿಂದ ಹೂಡಿಕೆದಾರರಿಗೆ ಸಬ್ಸಿಡಿ ನೀಡಲು ತೀರ್ಮಾನಿಸಲಾಗಿದೆ ಎಂದು ಸಚಿವರು ತಿಳಿಸಿದರು. xyxy=(275,891,541,1057)
story-harmony xyxy=(181,346,704,842)
story-body: ಮುಸ್ಲಿಂ ಬಾಂಧವ್ಯ ವೇದಿಕೆ ಕರ್ನಾಟಕ ವತಿಯಿಂದ ಆಳ್ವಾಸ್ ಶಿಕ್ಷಣ ಪ್ರತಿಷ್ಠಾನ ಮತ್ತು ಸ್ಥಳದ ಡಾ.ಎಂ.ಮೋಹನ್ ಆಳ್ವ ಅವರಿಗೆ ಸೌಹಾರ್ದ ಸಿರಿ ಪ್ರಶಸ್ತಿ ಪ್ರದಾನ ಮಾಡಲಾಯಿತು. ಮೂಡುಬಿದಿರೆಯ ಆಳ್ವಾಸ್ ಶಿಕ್ಷಣ ಪ್ರತಿಷ್ಠಾನದ ಕುವೆಂಪು ಸಭಾಂಗಣದಲ್ಲಿ ನಡೆದ ಸಮಾರಂಭದಲ್ಲಿ ಪ್ರಶಸ್ತಿ ಸ್ವೀಕರಿಸಿ ಮಾತನಾಡಿದ ಅವರು, ಗಡಿ ಕಾಯ ಕಟ್ಟಬೇಕು ಎನ್ನುವ ಆಶಯ ನಮಗಿರಬೇಕು. ನಾವೆಲ್ಲರೂ ಮನುಷ್ಯರು, ಸಹಕಾರ, ಸೌಹಾರ್ದತೆಯಿಂದ ಬದುಕು ಕಟ್ಟಿಕೊಳ್ಳಬೇಕು ಎಂದು ಕರೆ ನೀಡಿದರು. ನನ್ನ ಶಿಕ್ಷಣ ಸಂಸ್ಥೆಯಲ್ಲಿ ಎಲ್ಲಾ ಧರ್ಮದ ವಿದ್ಯಾರ್ಥಿಗಳು ಕಲಿಯುತ್ತಿದ್ದಾರೆ. ನಮ್ಮಲ್ಲಿ ಯಾವುದೇ ಭೇದಭಾವವಿಲ್ಲ. ಎಲ್ಲರೂ ಒಂದೇ ಎಂಬ ಭಾವನೆ ಇದೆ. ಸಮಾಜದಲ್ಲಿ ಶಾಂತಿ ನೆಲೆಸಬೇಕಾದರೆ ಎಲ್ಲರೂ ಪರಸ್ಪರ ಗೌರವದಿಂದ ಬಾಳಬೇಕು. ಜಾತಿ ಧರ್ಮಗಳ ಗಡಿ ಮೀರಿ ಮಾನವೀಯತೆಯನ್ನು ಎತ್ತಿ ಹಿಡಿಯಬೇಕು ಎಂದು ಅಭಿಪ್ರಾಯಪಟ್ಟರು. ಮುಸ್ಲಿಂ ಬಾಂಧವ್ಯ ವೇದಿಕೆಯ ಕಾರ್ಯ ಶ್ಲಾಘನೀಯ. ಇಂತಹ ಕಾರ್ಯಕ್ರಮಗಳು ಸಮಾಜದಲ್ಲಿ ಸೌಹಾರ್ದತೆ ಬೆಳೆಸಲು ಸಹಕಾರಿಯಾಗುತ್ತವೆ ಎಂದು ಹೇಳಿದರು. xyxy=(183,427,355,658)
headline: ವಿಖ್ಯಾತಾನಂದ ಸ್ವಾಮೀಜಿ ಪೀಠಾರೋಹಣ 3ನೇ ವಾರ್ಷಿಕೋತ್ಸವ ಸಂಭ್ರಮ xyxy=(6,348,174,404)
subheadline: ಗಲಭೆ: ಕಠಿಣ ಕ್ರಮಕ್ಕೆ ಸೂಚನೆ xyxy=(74,1168,198,1183)
headline: ಭಾರತಕ್ಕೆ ಎಫ್35 'ಬ್ರಹ್ಮಾಸ್ತ್ರ' xyxy=(625,867,865,896)
